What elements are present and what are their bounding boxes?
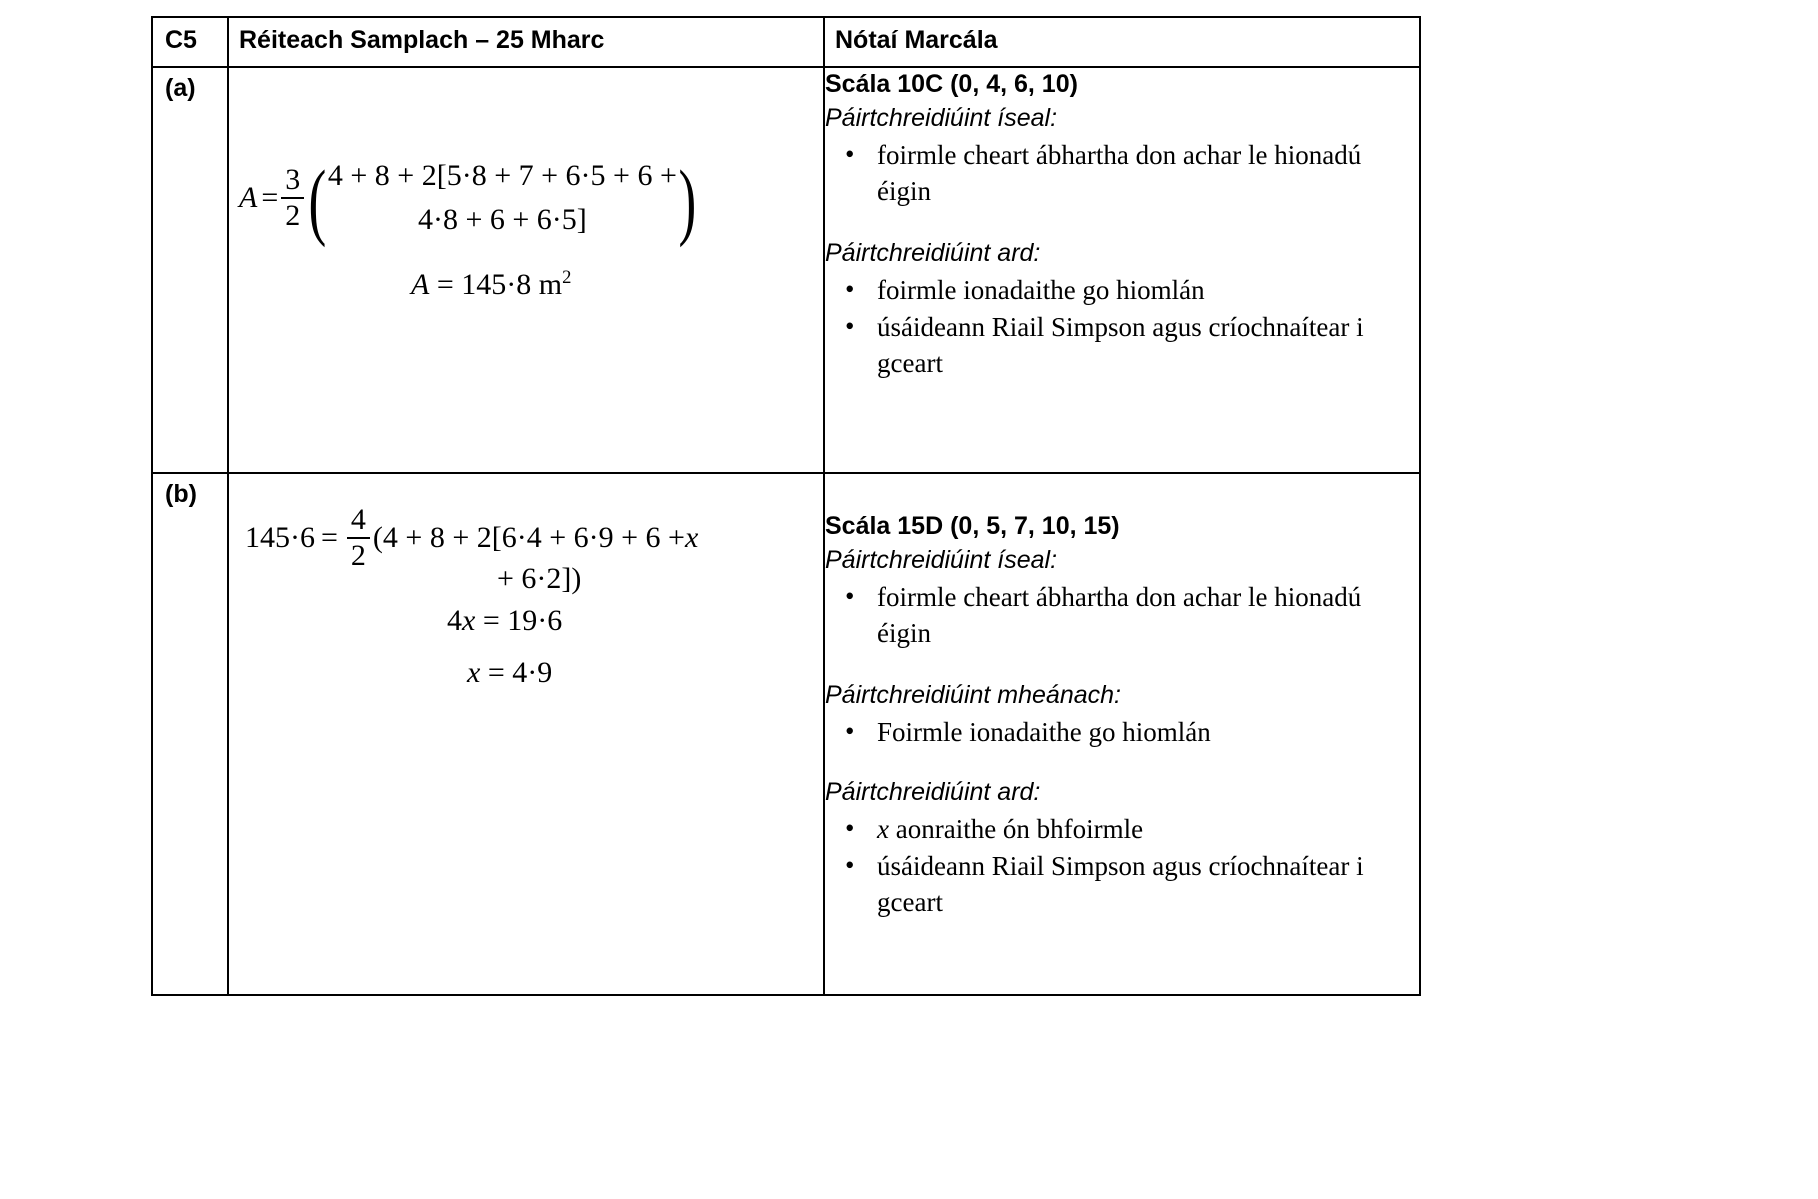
spacer [825,211,1419,237]
fraction-four-halves [347,504,370,571]
header-cell-question-code [152,17,228,67]
table-row [152,67,1420,473]
part-label-a: (a) [165,74,196,102]
bullet-math-variable: x [877,813,889,844]
bullet-text: aonraithe ón bhfoirmle [888,813,1144,844]
list-item: • Foirmle ionadaithe go hiomlán [825,715,1419,751]
step2-equals-value: = 19·6 [482,604,563,637]
close-paren-icon: ) [678,151,697,248]
equation-a-result [411,268,571,302]
solution-cell-b [228,473,824,995]
spacer [825,752,1419,776]
part-label-cell-b [152,473,228,995]
header-cell-solution [228,17,824,67]
result-unit-exponent: 2 [562,267,572,288]
step2-coefficient: 4 [447,604,462,637]
header-cell-notes [824,17,1420,67]
step3-variable: x [467,656,481,689]
equation-block-b [229,474,823,734]
scale-title-a: Scála 10C (0, 4, 6, 10) [825,70,1078,98]
notes-column-title: Nótaí Marcála [835,26,998,54]
list-item: • foirmle cheart ábhartha don achar le hionadú éigin [825,138,1419,210]
open-paren-icon: ( [308,151,327,248]
credit-heading-low-b: Páirtchreidiúint íseal: [825,546,1058,574]
fraction-numerator: 3 [285,163,301,196]
equation-a-main [239,151,698,248]
bracket-line-2-b: + 6·2]) [497,562,582,595]
fraction-denominator: 2 [281,197,304,232]
bullet-list-low-b [825,580,1419,652]
solution-cell-a [228,67,824,473]
bullet-list-high-a [825,273,1419,382]
solution-column-title: Réiteach Samplach – 25 Mharc [239,26,605,54]
result-value: 145·8 m [461,268,563,301]
bracket-line-1: 4 + 8 + 2[5·8 + 7 + 6·5 + 6 + [327,159,677,192]
fraction-numerator: 4 [350,503,366,536]
equation-a-variable: A [239,180,258,214]
credit-heading-mid-b: Páirtchreidiúint mheánach: [825,680,1121,709]
credit-heading-high-a: Páirtchreidiúint ard: [825,238,1041,267]
scale-title-b: Scála 15D (0, 5, 7, 10, 15) [825,512,1120,540]
equation-a-equals: = [261,180,279,214]
bullet-list-low-a [825,138,1419,210]
equation-b-lhs: 145·6 [245,520,315,554]
bracket-line-1-variable: x [684,520,699,554]
bracket-expression-a [328,154,677,241]
list-item: • foirmle ionadaithe go hiomlán [825,273,1419,309]
list-item: • foirmle cheart ábhartha don achar le hionadú éigin [825,580,1419,652]
equation-b-step3 [467,656,552,690]
bracket-line-2: 4·8 + 6 + 6·5] [417,202,587,236]
bullet-list-mid-b [825,715,1419,751]
equation-b-equals: = [321,520,338,554]
step2-variable: x [462,604,476,637]
table-row [152,473,1420,995]
notes-cell-b [824,473,1420,995]
spacer [825,653,1419,679]
result-variable: A [411,268,430,301]
bullet-list-high-b [825,812,1419,921]
equation-block-a [229,68,823,301]
list-item: • úsáideann Riail Simpson agus críochnaítear i gceart [825,849,1419,921]
fraction-three-halves [281,164,304,231]
fraction-denominator: 2 [347,537,370,572]
table-header-row [152,17,1420,67]
marking-scheme-table [151,16,1421,996]
credit-heading-high-b: Páirtchreidiúint ard: [825,777,1041,806]
part-label-b: (b) [165,480,197,508]
result-equals: = [436,268,454,301]
equation-b-step2 [447,604,562,638]
question-code: C5 [165,26,197,54]
bracket-line-1-pre: (4 + 8 + 2[6·4 + 6·9 + 6 + [372,520,685,554]
equation-b-main [245,504,698,571]
step3-equals-value: = 4·9 [487,656,553,689]
notes-cell-a [824,67,1420,473]
credit-heading-low-a: Páirtchreidiúint íseal: [825,104,1058,132]
list-item: • úsáideann Riail Simpson agus críochnaítear i gceart [825,310,1419,382]
list-item [825,812,1419,848]
part-label-cell-a [152,67,228,473]
